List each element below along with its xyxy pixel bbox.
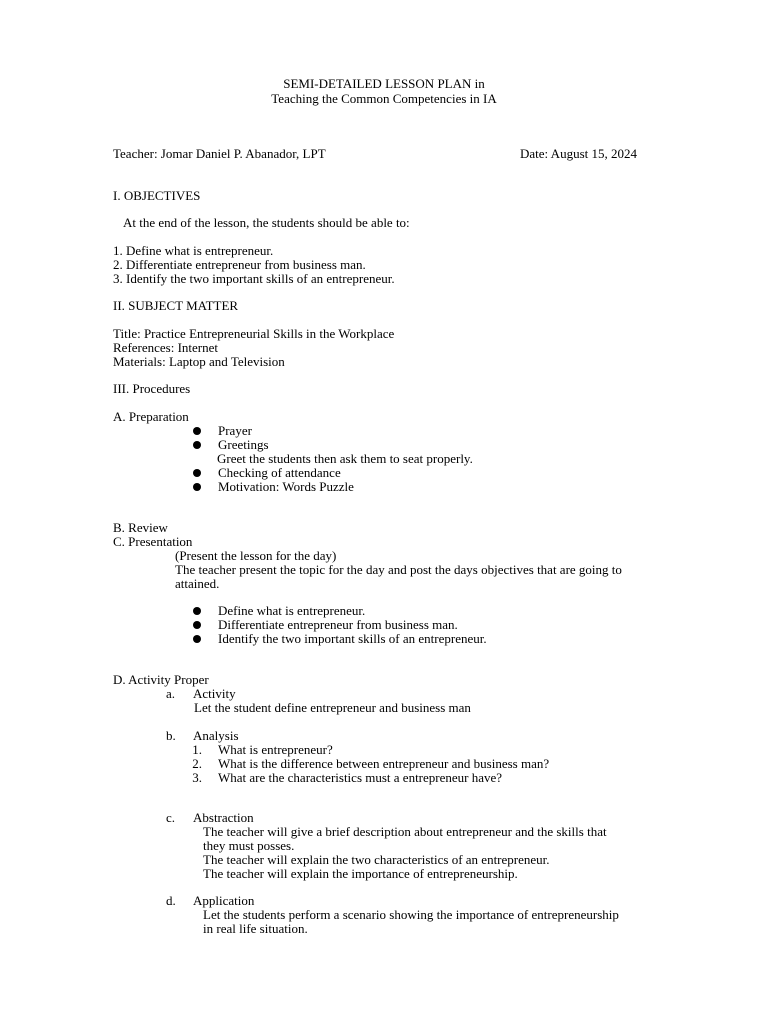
subject-title: Title: Practice Entrepreneurial Skills in the Workplace [113, 326, 395, 341]
review-heading: B. Review [113, 520, 168, 535]
activity-proper-heading: D. Activity Proper [113, 672, 209, 687]
abstraction-line: they must posses. [203, 838, 295, 853]
abstraction-marker: c. [166, 810, 176, 825]
analysis-question: What are the characteristics must a entrepreneur have? [218, 770, 503, 785]
analysis-label: Analysis [193, 728, 239, 743]
objectives-heading: I. OBJECTIVES [113, 188, 201, 203]
analysis-question-number: 2. [192, 756, 202, 771]
activity-text: Let the student define entrepreneur and business man [194, 700, 471, 715]
bullet-icon [193, 635, 201, 643]
application-line: in real life situation. [203, 921, 308, 936]
analysis-marker: b. [166, 728, 176, 743]
abstraction-line: The teacher will explain the two characteristics of an entrepreneur. [203, 852, 550, 867]
preparation-item: Prayer [218, 423, 252, 438]
presentation-item: Differentiate entrepreneur from business man. [218, 617, 458, 632]
presentation-note: (Present the lesson for the day) [175, 548, 337, 563]
bullet-icon [193, 621, 201, 629]
activity-marker: a. [166, 686, 176, 701]
objective-item: 1. Define what is entrepreneur. [113, 243, 274, 258]
activity-label: Activity [193, 686, 236, 701]
subject-references: References: Internet [113, 340, 219, 355]
presentation-text-line2: attained. [175, 576, 220, 591]
date-line: Date: August 15, 2024 [520, 146, 637, 161]
greetings-note: Greet the students then ask them to seat properly. [217, 451, 473, 466]
subject-materials: Materials: Laptop and Television [113, 354, 285, 369]
objective-item: 3. Identify the two important skills of an entrepreneur. [113, 271, 395, 286]
preparation-item: Greetings [218, 437, 269, 452]
preparation-item: Checking of attendance [218, 465, 341, 480]
procedures-heading: III. Procedures [113, 381, 191, 396]
bullet-icon [193, 441, 201, 449]
analysis-question-number: 3. [192, 770, 202, 785]
title-line-1: SEMI-DETAILED LESSON PLAN in [283, 76, 485, 91]
preparation-item: Motivation: Words Puzzle [218, 479, 354, 494]
bullet-icon [193, 607, 201, 615]
analysis-question: What is the difference between entrepreneur and business man? [218, 756, 550, 771]
subject-matter-heading: II. SUBJECT MATTER [113, 298, 239, 313]
bullet-icon [193, 483, 201, 491]
abstraction-line: The teacher will give a brief description about entrepreneur and the skills that [203, 824, 607, 839]
teacher-line: Teacher: Jomar Daniel P. Abanador, LPT [113, 146, 326, 161]
analysis-question: What is entrepreneur? [218, 742, 333, 757]
objectives-intro: At the end of the lesson, the students should be able to: [123, 215, 410, 230]
application-marker: d. [166, 893, 176, 908]
preparation-heading: A. Preparation [113, 409, 189, 424]
bullet-icon [193, 427, 201, 435]
presentation-item: Define what is entrepreneur. [218, 603, 366, 618]
presentation-item: Identify the two important skills of an entrepreneur. [218, 631, 487, 646]
title-line-2: Teaching the Common Competencies in IA [271, 91, 497, 106]
bullet-icon [193, 469, 201, 477]
abstraction-line: The teacher will explain the importance of entrepreneurship. [203, 866, 518, 881]
application-line: Let the students perform a scenario showing the importance of entrepreneurship [203, 907, 619, 922]
objective-item: 2. Differentiate entrepreneur from business man. [113, 257, 366, 272]
presentation-heading: C. Presentation [113, 534, 193, 549]
presentation-text-line1: The teacher present the topic for the day and post the days objectives that are going to [175, 562, 622, 577]
abstraction-label: Abstraction [193, 810, 254, 825]
analysis-question-number: 1. [192, 742, 202, 757]
application-label: Application [193, 893, 255, 908]
